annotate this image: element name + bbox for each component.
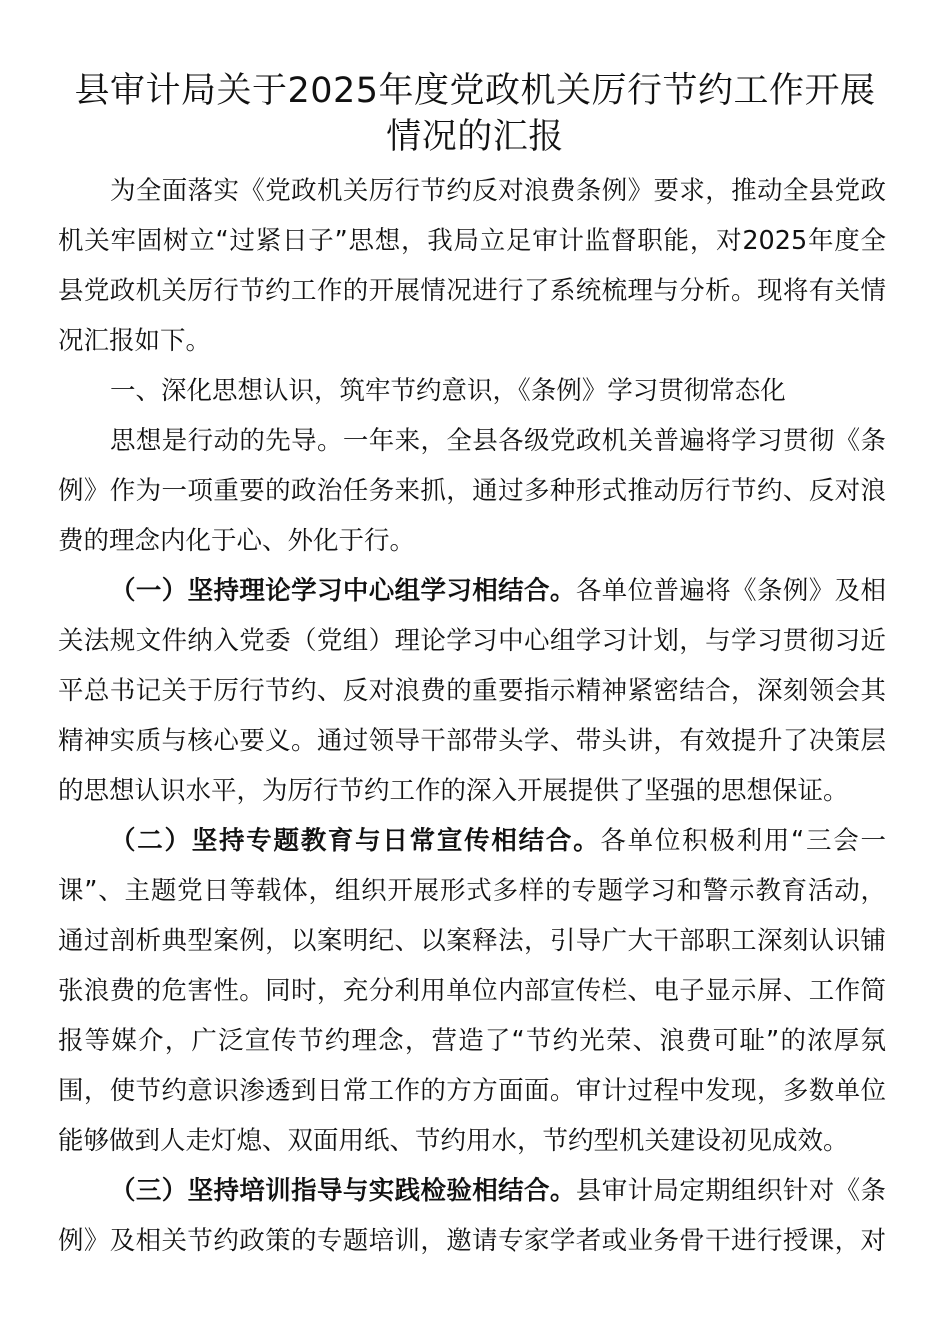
text-line [58,866,886,916]
line-text: 关法规文件纳入党委（党组）理论学习中心组学习计划，与学习贯彻习近 [58,626,886,656]
line-text: 一、深化思想认识，筑牢节约意识，《条例》学习贯彻常态化 [110,376,786,406]
line-text: 例》作为一项重要的政治任务来抓，通过多种形式推动厉行节约、反对浪 [58,476,886,506]
line-text: 例》及相关节约政策的专题培训，邀请专家学者或业务骨干进行授课，对 [58,1226,886,1256]
section-heading [58,366,886,416]
text-line [58,1016,886,1066]
line-text: 张浪费的危害性。同时，充分利用单位内部宣传栏、电子显示屏、工作简 [58,976,886,1006]
text-line [58,766,886,816]
subsection-paragraph [58,566,886,816]
text-line [58,216,886,266]
line-text: 平总书记关于厉行节约、反对浪费的重要指示精神紧密结合，深刻领会其 [58,676,886,706]
text-line [58,366,886,416]
title-line: 县审计局关于2025年度党政机关厉行节约工作开展 [74,71,876,111]
line-text: 报等媒介，广泛宣传节约理念，营造了“节约光荣、浪费可耻”的浓厚氛 [58,1026,886,1056]
line-text: 县审计局定期组织针对《条 [575,1176,886,1206]
line-text: 的思想认识水平，为厉行节约工作的深入开展提供了坚强的思想保证。 [58,776,849,806]
line-text: 通过剖析典型案例，以案明纪、以案释法，引导广大干部职工深刻认识铺 [58,926,886,956]
subsection-heading: （二）坚持专题教育与日常宣传相结合。 [110,826,601,856]
line-text: 为全面落实《党政机关厉行节约反对浪费条例》要求，推动全县党政 [110,176,886,206]
line-text: 能够做到人走灯熄、双面用纸、节约用水，节约型机关建设初见成效。 [58,1126,849,1156]
line-text: 机关牢固树立“过紧日子”思想，我局立足审计监督职能，对2025年度全 [58,226,886,256]
line-text: 课”、主题党日等载体，组织开展形式多样的专题学习和警示教育活动， [58,876,886,906]
line-text: 精神实质与核心要义。通过领导干部带头学、带头讲，有效提升了决策层 [58,726,886,756]
text-line [58,616,886,666]
subsection-paragraph [58,816,886,1166]
text-line [58,566,886,616]
line-text: 围，使节约意识渗透到日常工作的方方面面。审计过程中发现，多数单位 [58,1076,886,1106]
text-line [58,466,886,516]
line-text: 县党政机关厉行节约工作的开展情况进行了系统梳理与分析。现将有关情 [58,276,886,306]
paragraph [58,166,886,366]
text-line [58,416,886,466]
text-line [58,1216,886,1266]
subsection-heading: （三）坚持培训指导与实践检验相结合。 [110,1176,576,1206]
text-line [58,716,886,766]
text-line [58,1116,886,1166]
subsection-heading: （一）坚持理论学习中心组学习相结合。 [110,576,576,606]
text-line [58,816,886,866]
line-text: 费的理念内化于心、外化于行。 [58,526,416,556]
subsection-paragraph [58,1166,886,1266]
document-title [40,68,910,160]
text-line [58,316,886,366]
line-text: 况汇报如下。 [58,326,212,356]
text-line [58,266,886,316]
paragraph [58,416,886,566]
line-text: 各单位积极利用“三会一 [600,826,886,856]
text-line [58,966,886,1016]
text-line [58,666,886,716]
document-body [58,166,886,1266]
text-line [58,516,886,566]
text-line [58,166,886,216]
title-line: 情况的汇报 [386,117,564,157]
text-line [58,1066,886,1116]
line-text: 各单位普遍将《条例》及相 [575,576,886,606]
text-line [58,1166,886,1216]
line-text: 思想是行动的先导。一年来，全县各级党政机关普遍将学习贯彻《条 [110,426,886,456]
text-line [58,916,886,966]
